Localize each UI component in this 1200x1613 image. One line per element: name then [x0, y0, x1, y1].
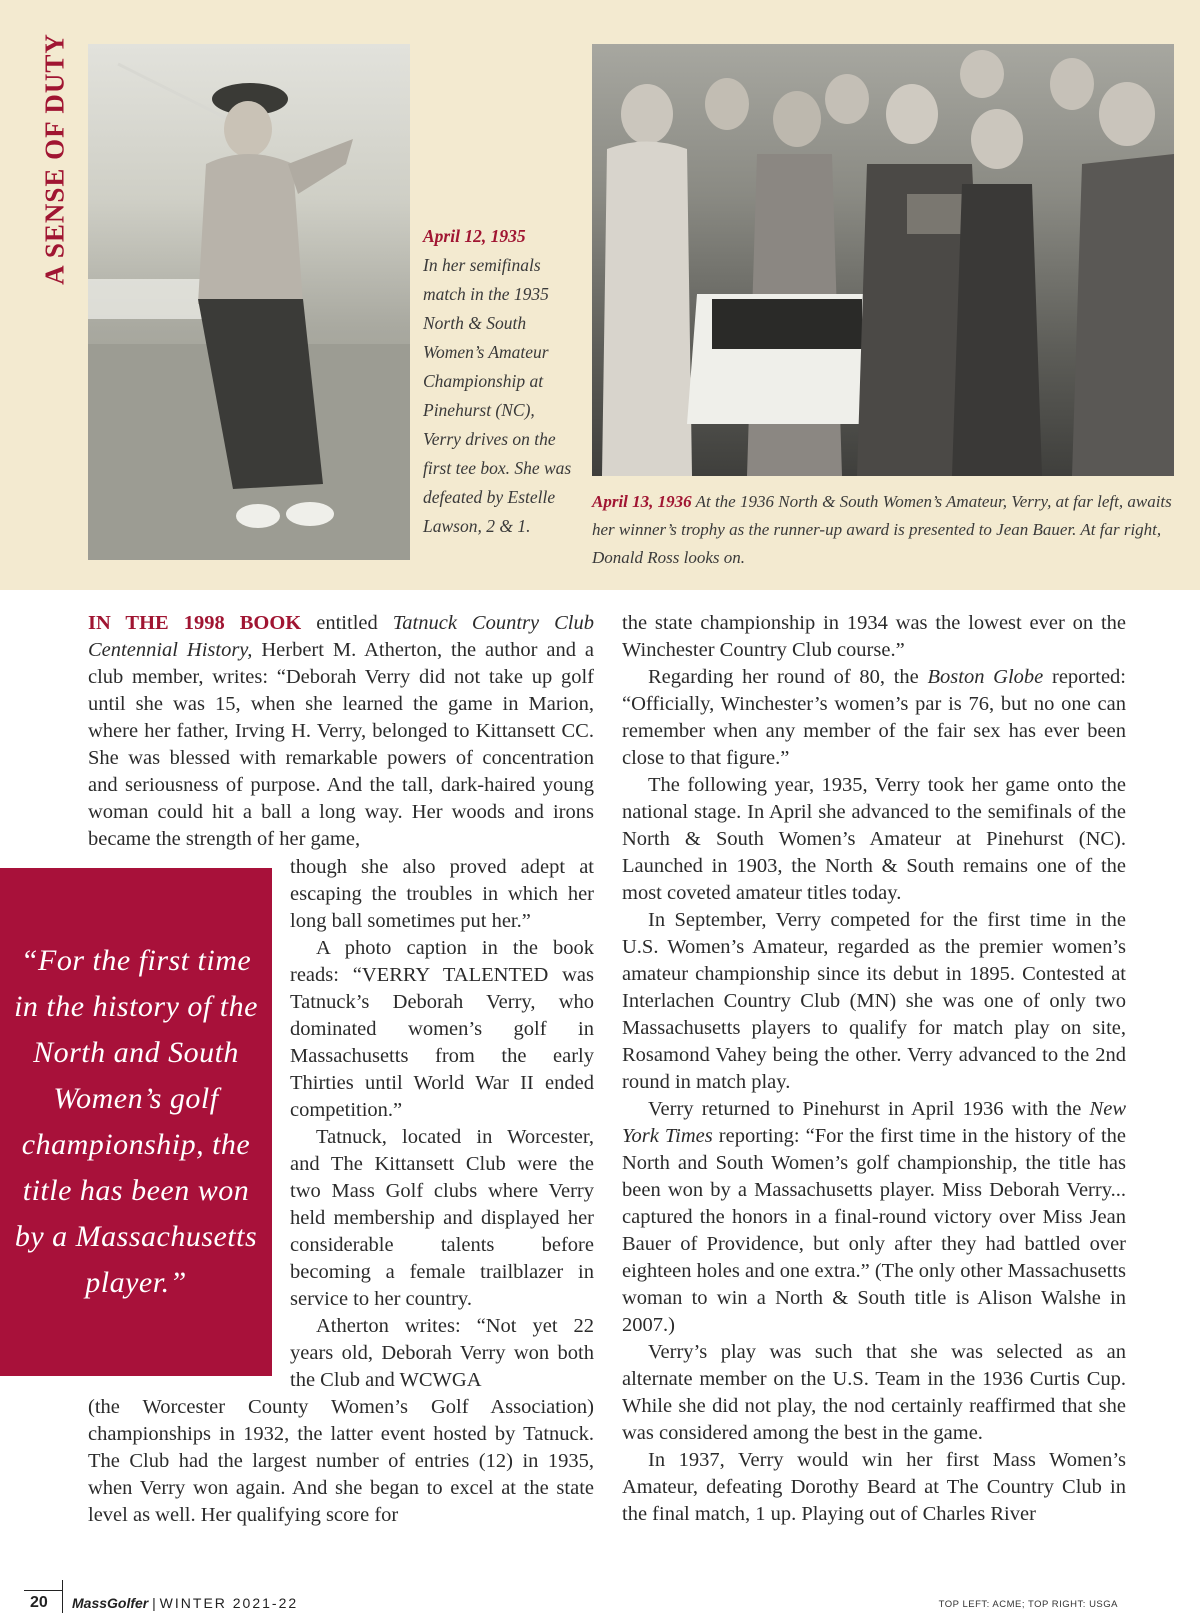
pull-quote [0, 868, 272, 1376]
article-paragraph-4-continued: (the Worcester County Women’s Golf Association) championships in 1932, the latter event hosted by Tatnuck. The Club had the largest number of entries (12) in 1935, when Verry won again. And she began to excel at the state level as well. Her qualifying score for [88, 1396, 594, 1526]
caption-left-text: In her semifinals match in the 1935 North & South Women’s Amateur Championship at Pinehurst (NC), Verry drives on the first tee box. She was defeated by Estelle Lawson, 2 & 1. [423, 255, 572, 536]
footer-crop-mark-horizontal [24, 1590, 62, 1591]
page-number: 20 [30, 1594, 48, 1611]
footer-magazine-info [72, 1595, 298, 1611]
photo-credit: TOP LEFT: ACME; TOP RIGHT: USGA [938, 1599, 1118, 1610]
article-paragraph-6: Regarding her round of 80, the Boston Globe reported: “Officially, Winchester’s women’s par is 76, but no one can remember when any member of the fair sex has ever been close to that figure.” [622, 666, 1126, 769]
article-paragraph-11: In 1937, Verry would win her first Mass Women’s Amateur, defeating Dorothy Beard at The Country Club in the final match, 1 up. Playing out of Charles River [622, 1449, 1126, 1525]
photo-golfer-driving [88, 44, 410, 560]
footer-separator: | [152, 1595, 156, 1611]
magazine-name: MassGolfer [72, 1595, 149, 1611]
article-right-column [622, 610, 1126, 1528]
article-paragraph-7: The following year, 1935, Verry took her game onto the national stage. In April she advanced to the semifinals of the North & South Women’s Amateur at Pinehurst (NC). Launched in 1903, the North & South remains one of the most coveted amateur titles today. [622, 774, 1126, 904]
caption-left-date: April 12, 1935 [423, 226, 526, 246]
article-paragraph-5: the state championship in 1934 was the lowest ever on the Winchester Country Club course.” [622, 612, 1126, 661]
book-title: Tatnuck Country Club Centennial History, [88, 612, 594, 661]
pull-quote-text: “For the first time in the history of the North and South Women’s golf championship, the title has been won by a Massachusetts player.” [14, 944, 258, 1299]
article-left-column-top [88, 610, 594, 853]
caption-right [592, 488, 1192, 572]
photo-trophy-presentation [592, 44, 1174, 476]
article-paragraph-1-continued: though she also proved adept at escaping the troubles in which her long ball sometimes put her.” [290, 856, 594, 932]
footer-crop-mark-vertical [62, 1580, 63, 1613]
section-title [34, 33, 76, 285]
article-paragraph-9: Verry returned to Pinehurst in April 1936 with the New York Times reporting: “For the first time in the history of the North and South Women’s golf championship, the title has been won by a Massachusetts player. Miss Deborah Verry... captured the honors in a final-round victory over Miss Jean Bauer of Providence, but only after they had battled over eighteen holes and one extra.” (The only other Massachusetts woman to win a North & South title is Alison Walshe in 2007.) [622, 1098, 1126, 1336]
article-left-column-bottom [88, 1394, 594, 1529]
golfer-illustration [88, 44, 410, 560]
article-paragraph-8: In September, Verry competed for the first time in the U.S. Women’s Amateur, regarded as the premier women’s amateur championship since its debut in 1895. Contested at Interlachen Country Club (MN) she was one of only two Massachusetts players to qualify for match play on site, Rosamond Vahey being the other. Verry advanced to the 2nd round in match play. [622, 909, 1126, 1093]
article-paragraph-4: Atherton writes: “Not yet 22 years old, Deborah Verry won both the Club and WCWGA [290, 1315, 594, 1391]
article-paragraph-10: Verry’s play was such that she was selected as an alternate member on the U.S. Team in the 1936 Curtis Cup. While she did not play, the nod certainly reaffirmed that she was considered among the best in the game. [622, 1341, 1126, 1444]
newspaper-new-york-times: New York Times [622, 1098, 1126, 1147]
article-lead-in: IN THE 1998 BOOK [88, 612, 302, 634]
section-title-text: A SENSE OF DUTY [39, 33, 70, 285]
newspaper-boston-globe: Boston Globe [927, 666, 1044, 688]
caption-right-date: April 13, 1936 [592, 492, 692, 511]
trophy-scene-illustration [592, 44, 1174, 476]
article-left-column-narrow [290, 854, 594, 1394]
article-paragraph-3: Tatnuck, located in Worcester, and The Kittansett Club were the two Mass Golf clubs where Verry held membership and displayed her considerable talents before becoming a female trailblazer in service to her country. [290, 1126, 594, 1310]
caption-right-text: At the 1936 North & South Women’s Amateur, Verry, at far left, awaits her winner’s trophy as the runner-up award is presented to Jean Bauer. At far right, Donald Ross looks on. [592, 492, 1172, 567]
article-paragraph-1: IN THE 1998 BOOK entitled Tatnuck Country Club Centennial History, Herbert M. Atherton, the author and a club member, writes: “Deborah Verry did not take up golf until she was 15, when she learned the game in Marion, where her father, Irving H. Verry, belonged to Kittansett CC. She was blessed with remarkable powers of concentration and seriousness of purpose. And the tall, dark-haired young woman could hit a ball a long way. Her woods and irons became the strength of her game, [88, 612, 594, 850]
issue-label: WINTER 2021-22 [159, 1595, 299, 1611]
caption-left [423, 222, 573, 541]
article-paragraph-2: A photo caption in the book reads: “VERRY TALENTED was Tatnuck’s Deborah Verry, who dominated women’s golf in Massachusetts from the early Thirties until World War II ended competition.” [290, 937, 594, 1121]
